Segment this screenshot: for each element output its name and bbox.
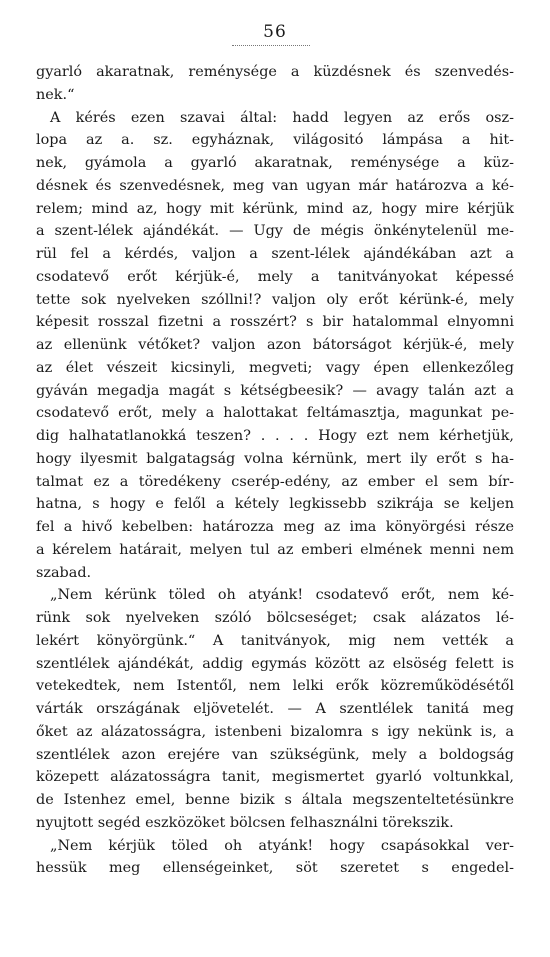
- text-line: relem; mind az, hogy mit kérünk, mind az, hogy mire kérjük: [36, 200, 514, 217]
- text-line: hessük meg ellenségeinket, söt szeretet s engedel-: [36, 860, 514, 877]
- text-line: vetekedtek, nem Istentől, nem lelki erők közreműködésétől: [36, 678, 514, 695]
- text-line: szentlélek azon erejére van szükségünk, mely a boldogság: [36, 746, 514, 763]
- text-line: rül fel a kérdés, valjon a szent-lélek ajándékában azt a: [36, 246, 514, 262]
- text-line: désnek és szenvedésnek, meg van ugyan már határozva a ké-: [36, 177, 514, 194]
- text-line: rünk sok nyelveken szóló bölcseséget; csak alázatos lé-: [36, 610, 514, 626]
- text-line: nek, gyámola a gyarló akaratnak, reménysége a küz-: [36, 155, 514, 171]
- text-line: A kérés ezen szavai által: hadd legyen az erős osz-: [50, 109, 514, 126]
- text-line: az élet vészeit kicsinyli, megveti; vagy épen ellenkezőleg: [36, 359, 514, 376]
- text-line: lopa az a. sz. egyháznak, világositó lámpása a hit-: [36, 132, 514, 149]
- text-line: „Nem kérjük töled oh atyánk! hogy csapásokkal ver-: [50, 837, 514, 854]
- text-line: gyáván megadja magát s kétségbeesik? — avagy talán azt a: [36, 382, 514, 399]
- text-line: lekért könyörgünk.“ A tanitványok, mig nem vették a: [36, 632, 514, 649]
- page-number: 56: [263, 22, 287, 42]
- text-line: csodatevő erőt kérjük-é, mely a tanitványokat képessé: [36, 268, 514, 285]
- text-line: őket az alázatosságra, istenbeni bizalomra s igy nekünk is, a: [36, 723, 514, 740]
- text-line: de Istenhez emel, benne bizik s általa megszenteltetésünkre: [36, 792, 514, 808]
- text-line: talmat ez a töredékeny cserép-edény, az ember el sem bír-: [36, 473, 514, 490]
- text-line: csodatevő erőt, mely a halottakat feltámasztja, magunkat pe-: [36, 405, 514, 422]
- text-line: az ellenünk vétőket? valjon azon bátorságot kérjük-é, mely: [36, 337, 514, 353]
- text-line: közepett alázatosságra tanit, megismertet gyarló voltunkkal,: [36, 769, 514, 786]
- text-line: várták országának eljövetelét. — A szentlélek tanitá meg: [36, 701, 514, 717]
- text-line: a szent-lélek ajándékát. — Ugy de mégis önkénytelenül me-: [36, 223, 514, 240]
- text-line: nyujtott segéd eszközöket bölcsen felhasználni törekszik.: [36, 814, 454, 831]
- text-line: szabad.: [36, 564, 92, 581]
- header-rule: [232, 45, 310, 46]
- text-line: hatna, s hogy e felől a kétely legkissebb szikrája se keljen: [36, 496, 514, 513]
- text-line: nek.“: [36, 86, 75, 103]
- text-line: képesit rosszal fizetni a rosszért? s bir hatalommal elnyomni: [36, 314, 514, 331]
- text-line: gyarló akaratnak, reménysége a küzdésnek és szenvedés-: [36, 64, 514, 80]
- text-line: a kérelem határait, melyen tul az emberi elmének menni nem: [36, 541, 514, 558]
- text-line: tette sok nyelveken szóllni!? valjon oly erőt kérünk-é, mely: [36, 291, 514, 308]
- body-text: [36, 61, 514, 880]
- text-line: dig halhatatlanokká teszen? . . . . Hogy ezt nem kérhetjük,: [36, 428, 514, 444]
- text-line: fel a hivő kebelben: határozza meg az ima könyörgési része: [36, 519, 514, 535]
- text-line: hogy ilyesmit balgatagság volna kérnünk, mert ily erőt s ha-: [36, 450, 514, 467]
- text-line: „Nem kérünk töled oh atyánk! csodatevő erőt, nem ké-: [50, 587, 514, 604]
- text-line: szentlélek ajándékát, addig egymás között az elsöség felett is: [36, 655, 514, 672]
